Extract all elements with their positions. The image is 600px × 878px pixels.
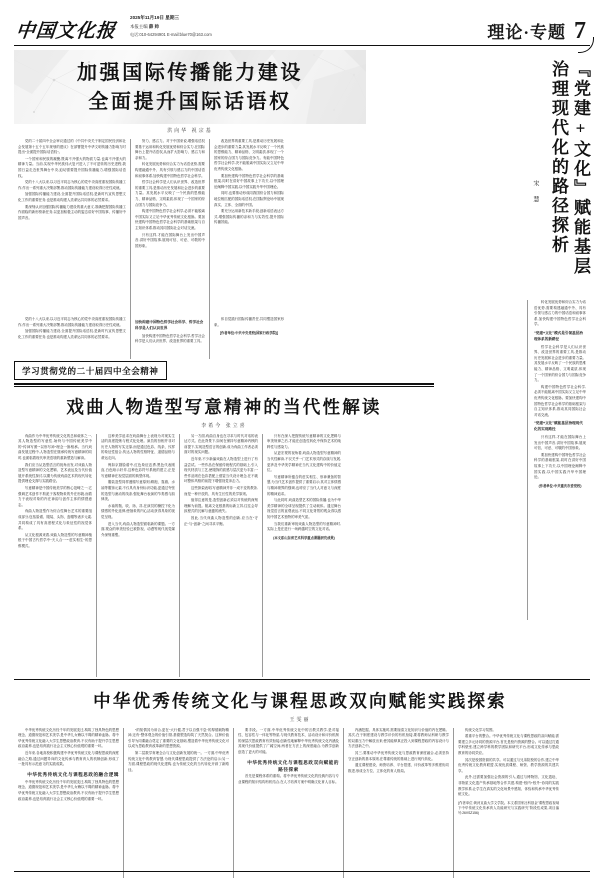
paragraph: 中华优秀传统文化历经千年的发展变迁,构筑了独具特色的思想理念、道德规范和艺术美学,是中华儿女赖以不竭的精神血脉。将中华优秀传统文化融入大学生思想政治教育,不仅有助于提升学生思想政治素养,也是培育践行社会主义核心价值观的重要一环。 <box>18 779 119 801</box>
paragraph: 要深刻认识加强国际传播能力建设的重大意义,准确把握国际传播工作面临的新形势新任务,以更加积极主动的姿态讲好中国故事、传播好中国声音。 <box>18 204 126 220</box>
article-2-byline: 李希今 张立喜 <box>201 422 247 429</box>
article-3 <box>0 688 600 878</box>
paragraph: 党的十八大以来,以习近平同志为核心的党中央高度重视国际传播工作,作出一系列重大决策部署,推动国际传播能力建设取得历史性成就。 <box>18 180 126 190</box>
paragraph: 构建中国特色哲学社会科学,必须不能脱离中国实际又立足中华优秀传统文化根脉。要加快建构中国特色哲学社会科学的基础框架与自主知识体系,推动其同国际社会对话交流。 <box>534 384 586 417</box>
paragraph: 近年来,不少新编戏曲在人物造型上进行了有益尝试。一些作品在保留传统程式的基础上,引入现代材质与工艺,使服饰的质感与层次更为丰富;一些作品则在色彩搭配上借鉴当代设计理念,在不破坏整体风格的前提下增强视觉冲击力。 <box>184 457 259 484</box>
paragraph: 加强国际传播能力建设,全面提升国际话语权,是新时代宣传思想文化工作的重要任务,也是推动构建人类命运共同体的必然要求。 <box>18 329 126 339</box>
paragraph: 中华优秀传统文化历经千年的发展变迁,构筑了独具特色的思想理念、道德规范和艺术美学,是中华儿女赖以不竭的精神血脉。将中华优秀传统文化融入大学生思想政治教育,不仅有助于提升学生思想政治素养,也是培育践行社会主义核心价值观的重要一环。 <box>18 727 119 749</box>
article-2-rule-thick <box>14 383 434 385</box>
paragraph: 当我们重新审视戏曲人物造型的写意精神时,实际上是在进行一场跨越时空的文化对话。 <box>267 521 341 532</box>
paragraph: 服装造型同样遵循写意原则,蟒袍、靠旗、水袖等服饰元素,不仅具有身份标识功能,更通过夸张的造型与流动的线条,强化舞台表演的节奏感与韵律美。 <box>101 480 175 502</box>
article-3-col-5 <box>454 728 563 878</box>
paragraph: 我们应当从造型语言的视角出发,对戏曲人物造型写意精神的文化逻辑、艺术表达及当代价值展开系统性探讨,以期为传统戏曲艺术的现代转化提供理论支撑与实践路径。 <box>18 462 92 484</box>
article-3-subhead-2: 中华优秀传统文化与课程思政双向赋能的路径探索 <box>247 759 339 772</box>
paragraph: 传统文化学习氛围。 <box>464 727 496 732</box>
newspaper-logo: 中国文化报 <box>14 21 117 42</box>
paragraph: 首先是课程体系的重构。将中华优秀传统文化的经典内容与专业课程的知识结构有机结合,在人才培养方案中明确文化育人目标。 <box>238 774 339 785</box>
paragraph: 改造世界的重要工具,是推动历史发展和社会进步的重要力量,其发展水平反映了一个民族的思维能力、精神品格、文明素质,体现了一个国家的综合国力与国际竞争力。有能中国特色哲学社会科学,决不能脱离中国实际又立足中华优秀传统文化根脉。 <box>214 139 284 171</box>
paragraph: 要加快建构中国特色哲学社会科学的基础框架,同时在讲好中国故事上下功夫,以中国理论阐释中国实践,以中国实践升华中国理论。 <box>534 452 586 480</box>
contact-line: 电话:010-64294901 E-mail:blue70@163.com <box>130 32 212 38</box>
article-1-title-line1: 加强国际传播能力建设 <box>77 62 303 84</box>
paragraph: 体自觉践行国际传播责任,共同塑造国家形象。 <box>214 317 284 327</box>
article-3-subhead-1: 中华优秀传统文化与课程思政的融合逻辑 <box>27 771 119 777</box>
article-3-title: 中华优秀传统文化与课程思政双向赋能实践探索 <box>93 690 507 711</box>
paragraph: 从文化根源来看,戏曲人物造型的写意精神植根于中国古代哲学中"天人合一""虚实相生"的思维模式。 <box>18 532 92 548</box>
paragraph: 写意精神所蕴含的虚实相生、形神兼备的智慧,为当代艺术创作提供了重要启示;其对主体情感与精神境界的强调,也呼应了当代人对意义与深度的精神追求。 <box>267 474 342 496</box>
paragraph: 水袖的抛、收、扬、抖,在演员的操控下化为情感的外化延伸,使抽象的内心活动获得具象的视觉呈现。 <box>101 503 175 519</box>
paragraph: 党的十八大以来,以习近平同志为核心的党中央高度重视国际传播工作,作出一系列重大决策部署,推动国际传播能力建设取得历史性成就。 <box>18 317 126 327</box>
article-3-col-3 <box>234 728 343 878</box>
article-3-credit: (作者单位:黄河克曲大学文学院。本文系国家社科基金"课程思政视域下中华传统文化传承育人功能研究与实践研究"阶段性成果,项目编号:26VSZ156) <box>458 800 559 816</box>
masthead-rule <box>14 45 590 46</box>
vertical-headline-line2: 治理现代化的路径探析 <box>548 60 568 255</box>
paragraph: 其次是校园资源的共享。可以通过与兄弟院校的合作,建立中华优秀传统文化教育联盟,实现优质课程、师资、教学资源的共建共享。 <box>458 757 559 773</box>
article-1-col-1 <box>14 139 130 317</box>
paragraph: 这些探索表明,写意精神并非一成不变的教条,而是一种开放的、具有生长性的美学原则。 <box>184 486 258 496</box>
article-2 <box>0 361 600 677</box>
vertical-headline-line1: 『党建+文化』赋能基层 <box>571 60 590 277</box>
masthead-info <box>130 14 212 39</box>
paragraph: 一个国家和民族的凝聚,既离不开强大的物质力量,也离不开强大的精神力量。当前,实现中华民族伟大复兴进入了不可逆转的历史进程,我国日益走近世界舞台中央,迫切需要提升国际传播能力,增强国际话语权。 <box>18 156 126 178</box>
masthead-section-block <box>487 18 592 45</box>
right-col-subhead-1: “党建+文化”模式是引领基层治理体系的新路径 <box>534 330 583 341</box>
paragraph: 加强国际传播能力建设,全面提升国际话语权,是新时代宣传思想文化工作的重要任务,也是推动构建人类命运共同体的必然要求。 <box>18 192 126 202</box>
paragraph: 哲学社会科学是人们认识世界、改造世界的重要工具,是推动历史发展和社会进步的重要力量。其发展水平反映了一个民族的思维能力、精神品格、文明素质,体现了一个国家的综合国力与国际竞争力。 <box>534 344 586 383</box>
paragraph: 此外,还需要加强社会资源的引入,通过与博物馆、文化遗址、非物质文化遗产传承基地等合作共建,构建"校内+校外"协同的实践教学体系,让学生在真实的文化场景中感知、体验和传承中华优秀传统文化。 <box>458 775 559 797</box>
article-1-title-line2: 全面提升国际话语权 <box>88 91 292 113</box>
paragraph: 转化发展优势和综合实力为话语优势,需要构建融通中外、具有引领与感召力的中国话语和叙事体系,加快构建中国特色哲学社会科学。 <box>534 300 586 327</box>
article-1-byline: 洪向华 祝宗基 <box>167 128 213 134</box>
article-1-tail-col-3 <box>210 317 288 359</box>
editor-label: 本报主编 <box>130 23 148 29</box>
paragraph: 着重平台的整合。中华优秀传统文化与课程思政的双向赋能,需要建立多元协同的资源平台,首先是校内资源的整合。可以通过打通学科壁垒,建立跨学科的教学团队和研究平台,形成文化传承与思政教育的协同效应。 <box>458 734 559 756</box>
paragraph: 第二层数学育理念合与文化创新发展的统一。一方面,中华优秀传统文化中的教育智慧,为现代课程思政提供了方法论的启示;另一方面,课程思政的现代化建构,也为传统文化的当代转化开辟了新路径。 <box>128 751 229 772</box>
article-3-col-2 <box>124 728 233 878</box>
paragraph: 值得注意的是,造型创新必须以对传统的深刻理解为前提。脱离文化根基的标新立异,往往会导致程式的瓦解与意蕴的流失。 <box>184 498 258 514</box>
masthead <box>0 0 600 46</box>
article-2-col-2 <box>97 434 179 677</box>
paragraph: 从更宏观的视角看,戏曲人物造型写意精神的当代性解读,不仅关乎一门艺术形式的存续与发展,更涉及中华美学精神在当代文化建构中的价值定位。 <box>267 451 341 473</box>
article-2-rule-thin <box>14 386 434 387</box>
paragraph: 要手段。一方面,中华优秀传统文化中的言教式教学,是对接性、包容性与一体化等特质,与现代教育技术、活动设计和评价机制的深层次思政教育有效衔接,创新性地解释中华优秀传统文化内涵及其现代价值提供了广阔空间,两者在方法上的深度融合,为教学创新创造了更大的可能。 <box>238 727 339 755</box>
article-1-subhead: 加快构建中国特色哲学社会科学、哲学社会科学是人们认识世界 <box>135 320 204 330</box>
page-bottom-rule <box>14 871 590 872</box>
article-1-vertical-headline-zone <box>462 54 590 354</box>
paragraph: 要充分运用新技术新手段,创新话语表达方式,增强国际传播的亲和力与实效性,提升国际传播效能。 <box>214 209 284 225</box>
paragraph: 同时,也要推动形成同我国综合国力和国际地位相匹配的国际话语权,在国际舆论场中展现真实、立体、全面的中国。 <box>214 191 284 207</box>
article-3-col-4 <box>344 728 453 878</box>
article-2-col-4 <box>263 434 345 677</box>
paragraph: 例如京剧脸谱中,红色象征忠勇,黑色代表刚直,白色暗示奸诈,这种色彩符号系统的建立,正是写意精神在视觉层面的典型体现。 <box>101 462 175 478</box>
paragraph: "的知情其为用合,更在"大行健,君子以自强不息"的厚德载物精神,还有"整体观念的价值引领,基德塑造构筑了天然契合。这种价值引导为同课融合奠定了重要的文化基础,塑造着中华优秀传统文化可以成为思政教育改革新的思想资源。 <box>128 727 229 749</box>
article-1-col-2 <box>131 139 209 317</box>
paragraph: 其三,要推动中华优秀传统文化与思政教育深度融合,必须坚持守正创新的基本原则,在尊重传统的基础上进行现代转化。 <box>348 751 449 761</box>
paragraph: 哲学社会科学是人们认识世界、改造世界的重要工具,是推动历史发展和社会进步的重要力量。其发展水平反映了一个民族的思维能力、精神品格、文明素质,体现了一个国家的综合国力与国际竞争力。 <box>135 180 205 207</box>
article-1 <box>0 50 600 359</box>
article-3-columns <box>14 728 590 878</box>
paragraph: 戏曲人物造型作为综合性舞台艺术的重要组成部分,包括脸谱、服装、头饰、盔帽等诸多元素,共同构成了具有高度程式化与象征性的视觉体系。 <box>18 509 92 531</box>
paragraph: 转化发展优势和综合实力为话语优势,需要构建融通中外、具有引领与感召力的中国话语和叙事体系,加快构建中国特色哲学社会科学。 <box>135 162 205 178</box>
paragraph: 通过课程建设、师资培养、平台搭建、评价改革等多维度协同推进,形成全方位、立体化的育人格局。 <box>348 763 449 773</box>
paragraph: 因此,当代戏曲人物造型的创新,应当在"守正"与"创新"之间寻求平衡。 <box>184 516 258 526</box>
article-3-col-1 <box>14 728 123 878</box>
article-2-credit-1: (本文系山东省艺术科学重点课题研究成果) <box>273 535 335 540</box>
editor-line <box>130 23 212 31</box>
vertical-headline-byline: 宋 慧 <box>531 180 538 204</box>
article-1-tail-col-1 <box>14 317 130 359</box>
right-col-credit: (作者单位:中共重庆市委党校) <box>538 483 582 488</box>
paragraph: 构建中国特色哲学社会科学,必须不能脱离中国实际又立足中华优秀传统文化根脉。要加快建构中国特色哲学社会科学的基础框架与自主知识体系,推动其同国际社会对话交流。 <box>135 209 205 230</box>
article-1-hero <box>14 50 366 124</box>
article-2-title: 戏曲人物造型写意精神的当代性解读 <box>66 396 382 417</box>
paragraph: 戏曲作为中华优秀传统文化的总和载体之一,其人物造型的写意性,始终与中国传统美学中的"传神写照""以形写神"理念一脉相承。当代戏曲发展过程中,人物造型在继承传统写意精神的同时,也面临着现代审美语境的重新塑造与解读。 <box>18 433 92 461</box>
section-title: 理论·专题 <box>487 23 566 42</box>
article-2-col-3 <box>180 434 262 677</box>
article-2-banner-row <box>14 361 366 380</box>
paragraph: 党的二十届四中全会审议通过的《中共中央关于制定国民经济和社会发展第十五个五年规划的建议》在部署提升中华文明传播力影响力时提出"全面提升国际话语权"。 <box>18 139 126 155</box>
article-1-credit: [作者单位:中共中央党校(国家行政学院)] <box>219 331 279 336</box>
paragraph: 写意精神是中国传统美学的核心范畴之一,它强调艺术创作不拘泥于客观物象的外在形貌,而着力于表现对象的内在神韵与创作主体的情感意志。 <box>18 486 92 507</box>
editor-name: 薛 帅 <box>148 23 159 29</box>
article-2-head <box>14 394 434 429</box>
article-2-col-1 <box>14 434 96 677</box>
paragraph: 这种美学追求在戏曲舞台上表现为对现实生活的高度提炼与程式化处理。演员的扮相并非对历史人物的写实还原,而是通过色彩、线条、纹样的象征性组合,传达人物的性格特征、道德品格与命运走向。 <box>101 433 175 461</box>
article-1-title <box>14 50 366 117</box>
article-3-top-rule <box>14 679 590 680</box>
paragraph: 只有这样,才能在国际舞台上发出中国声音,讲好中国故事,展现可信、可爱、可敬的中国形象。 <box>534 434 586 451</box>
paragraph: 与此同时,戏曲造型艺术的国际传播,也为中华美学精神的全球呈现提供了生动载体。通过舞台视觉语言的直观表达,不同文化背景的观众得以感知中国艺术独特的审美气质。 <box>267 498 341 519</box>
article-3-byline: 王雯丽 <box>289 716 311 723</box>
article-2-columns <box>14 434 590 677</box>
page-number: 7 <box>574 18 586 44</box>
paragraph: 努力、感召力。对于中国来说,增强话语权要基于运用和转化发展优势和综合实力,在国际舞台上提升话语权,从而扩大影响力、感召力和亲和力。 <box>135 139 205 160</box>
paragraph: 加快构建中国特色哲学社会科学,哲学社会科学是人们认识世界、改造世界的重要工具。 <box>135 333 205 344</box>
section-banner-tag: 学习贯彻党的二十届四中全会精神 <box>14 361 167 380</box>
paragraph: 只有在深入把握传统写意精神的文化逻辑与审美规律之后,才能在创造性转化中保持艺术的纯粹性与感染力。 <box>267 433 341 449</box>
article-1-col-3 <box>210 139 288 317</box>
publication-date: 2025年11月19日 星期三 <box>130 15 180 20</box>
paragraph: 内涵挖掘、具体实施时,需要厘清文化知识与价值的内在逻辑。其次,在于制度建设与教学评价的有机衔接,要将教师从科研与教学的双重压力中解放出来,使其能够真正投入到课程思政的内容设计与方法创新之中。 <box>348 727 449 749</box>
paragraph: 要加快建构中国特色哲学社会科学的基础框架,同时在讲好中国故事上下功夫,以中国理论阐释中国实践,以中国实践升华中国理论。 <box>214 173 284 189</box>
paragraph: 另一方面,戏曲自身也在寻求与时代对话的表达方式。在此背景下,如何在保持写意精神内核的前提下,实现造型语言的创新,成为戏曲工作者必须面对的现实问题。 <box>184 433 258 455</box>
paragraph: 进入当代,戏曲人物造型面临新的课题。一方面,观众的审美经验已被影视、动漫等现代视觉媒介深刻重塑。 <box>101 521 175 537</box>
article-1-tail-col-2 <box>131 317 209 359</box>
paragraph: 近年来,各地高校积极构建中华优秀传统文化与课程思政的深度融合之路,通过问题导向的文化传承与教育育人的机制创新,形成了一批具有示范意义的实践成果。 <box>18 751 119 767</box>
right-col-subhead-2: “党建+文化”赋能基层治理现代化的实现路径 <box>534 421 583 432</box>
paragraph: 只有这样,才能在国际舞台上发出中国声音,讲好中国故事,展现可信、可爱、可敬的中国形象。 <box>135 232 205 248</box>
